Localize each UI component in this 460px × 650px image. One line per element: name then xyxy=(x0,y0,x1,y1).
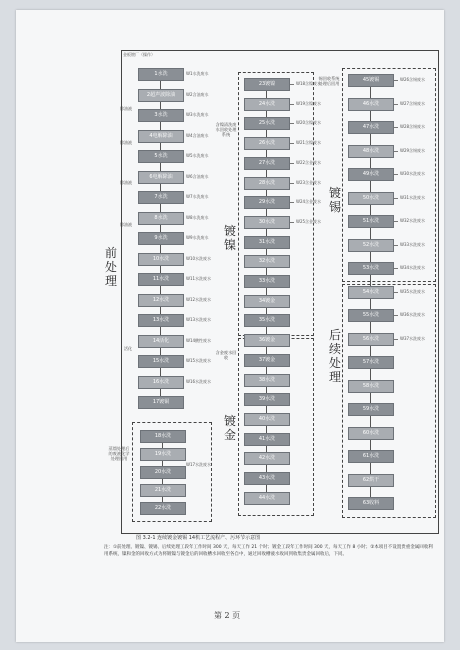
wastewater-arrow xyxy=(394,268,398,269)
wastewater-arrow xyxy=(290,84,294,85)
wastewater-arrow xyxy=(290,143,294,144)
stage-tin: 镀锡 xyxy=(328,186,341,214)
process-step-box: 41水洗 xyxy=(244,433,290,446)
process-step-box: 12水洗 xyxy=(138,294,184,307)
stage-post: 后续处理 xyxy=(328,328,341,384)
wastewater-arrow xyxy=(290,163,294,164)
process-step-box: 46水洗 xyxy=(348,98,394,111)
wastewater-label: W32水洗废水 xyxy=(400,218,426,223)
wastewater-arrow xyxy=(394,198,398,199)
wastewater-arrow xyxy=(394,80,398,81)
col1-lower-side: 蒸馏处理后的废液化学处理回用 xyxy=(108,446,130,462)
process-step-box: 39水洗 xyxy=(244,393,290,406)
process-step-box: 52水洗 xyxy=(348,239,394,252)
process-step-box: 47水洗 xyxy=(348,121,394,134)
wastewater-arrow xyxy=(394,245,398,246)
process-step-box: 34镀金 xyxy=(244,295,290,308)
process-step-box: 51水洗 xyxy=(348,215,394,228)
process-step-box: 38水洗 xyxy=(244,374,290,387)
wastewater-arrow xyxy=(290,183,294,184)
process-step-box: 53水洗 xyxy=(348,262,394,275)
process-step-box: 5水洗 xyxy=(138,150,184,163)
process-step-box: 13水洗 xyxy=(138,314,184,327)
process-step-box: 18水洗 xyxy=(140,430,186,443)
process-step-box: 58水洗 xyxy=(348,380,394,393)
col2-side-top: 含镍清洗废水回收处理系统 xyxy=(215,122,237,138)
process-step-box: 22水洗 xyxy=(140,502,186,515)
wastewater-label: W4含油废水 xyxy=(186,132,209,138)
process-step-box: 7水洗 xyxy=(138,191,184,204)
process-step-box: 43水洗 xyxy=(244,472,290,485)
wastewater-label: W8水洗废水 xyxy=(186,214,209,220)
process-step-box: 15水洗 xyxy=(138,355,184,368)
process-step-box: 6电解除油 xyxy=(138,171,184,184)
process-step-box: 42水洗 xyxy=(244,452,290,465)
process-step-box: 2超声波除油 xyxy=(138,89,184,102)
process-step-box: 11水洗 xyxy=(138,273,184,286)
wastewater-label: W20含镍废水 xyxy=(296,120,322,126)
process-step-box: 21水洗 xyxy=(140,484,186,497)
wastewater-arrow xyxy=(290,123,294,124)
wastewater-label: W11水洗废水 xyxy=(186,276,212,281)
wastewater-label: W28含锡废水 xyxy=(400,124,426,129)
wastewater-label: W37水洗废水 xyxy=(400,335,426,341)
stage-nickel: 镀镍 xyxy=(223,224,236,252)
document-page xyxy=(16,10,444,642)
process-step-box: 23镀镍 xyxy=(244,78,290,91)
wastewater-label: W3水洗废水 xyxy=(186,112,209,117)
process-step-box: 49水洗 xyxy=(348,168,394,181)
wastewater-label: W22含金废水 xyxy=(296,159,322,165)
page-number: 第 2 页 xyxy=(214,611,241,620)
wastewater-arrow xyxy=(290,222,294,223)
side-input-label: 除油液 xyxy=(120,180,132,185)
wastewater-label: W36水洗废水 xyxy=(400,312,426,317)
wastewater-arrow xyxy=(394,339,398,340)
process-step-box: 30水洗 xyxy=(244,216,290,229)
wastewater-label: W17水洗废水 xyxy=(186,462,212,467)
side-input-label: 除油液 xyxy=(120,222,132,227)
wastewater-label: W30水洗废水 xyxy=(400,171,426,176)
process-step-box: 10水洗 xyxy=(138,253,184,266)
wastewater-label: W13水洗废水 xyxy=(186,317,212,322)
wastewater-label: W31水洗废水 xyxy=(400,194,426,200)
wastewater-label: W35水洗废水 xyxy=(400,288,426,294)
wastewater-label: W6含油废水 xyxy=(186,173,209,179)
process-step-box: 40水洗 xyxy=(244,413,290,426)
wastewater-label: W24含金废水 xyxy=(296,199,322,205)
process-step-box: 31水洗 xyxy=(244,236,290,249)
wastewater-label: W29含锡废水 xyxy=(400,147,426,153)
process-step-box: 45镀锡 xyxy=(348,74,394,87)
wastewater-label: W21含镍废水 xyxy=(296,140,322,146)
wastewater-arrow xyxy=(394,221,398,222)
wastewater-arrow xyxy=(394,315,398,316)
wastewater-arrow xyxy=(290,202,294,203)
process-step-box: 8水洗 xyxy=(138,212,184,225)
wastewater-label: W5水洗废水 xyxy=(186,153,209,158)
process-step-box: 1水洗 xyxy=(138,68,184,81)
wastewater-label: W23含金废水 xyxy=(296,179,322,185)
process-step-box: 55水洗 xyxy=(348,309,394,322)
figure-notes: 注：①前处理、镀镍、镀锡、后续处理工段年工作时间 300 天，每天工作 21 个时；镀金工段年工作时间 300 天，每天工作 8 小时；②本项目不设置贵重金属回收利用系统，镍和金的回收方式为将镀镍与镀金后的回收槽水回收至各自中，通过回收槽液水收回到收集贵金属回收后，下同。 xyxy=(104,545,433,557)
wastewater-label: W26含锡废水 xyxy=(400,77,426,82)
figure-caption: 图 3.2-1 连续镀金镀锡 14机工艺流程产、污环节示意图 xyxy=(136,535,261,541)
process-step-box: 28水洗 xyxy=(244,177,290,190)
process-step-box: 27水洗 xyxy=(244,157,290,170)
process-step-box: 25水洗 xyxy=(244,117,290,130)
process-step-box: 48水洗 xyxy=(348,145,394,158)
process-step-box: 56水洗 xyxy=(348,333,394,346)
wastewater-arrow xyxy=(394,292,398,293)
wastewater-label: W15水洗废水 xyxy=(186,358,212,363)
process-step-box: 50水洗 xyxy=(348,192,394,205)
process-step-box: 14活化 xyxy=(138,335,184,348)
process-step-box: 63收料 xyxy=(348,497,394,510)
process-step-box: 20水洗 xyxy=(140,466,186,479)
wastewater-label: W19含镍废水 xyxy=(296,100,322,106)
col1-header: 金板镀厂（操作） xyxy=(123,52,155,57)
wastewater-label: W18含镍废水 xyxy=(296,81,322,86)
wastewater-label: W7水洗废水 xyxy=(186,194,209,199)
wastewater-arrow xyxy=(394,174,398,175)
wastewater-arrow xyxy=(394,151,398,152)
stage-pretreatment: 前处理 xyxy=(104,246,117,288)
process-step-box: 3水洗 xyxy=(138,109,184,122)
wastewater-label: W9水洗废水 xyxy=(186,235,209,240)
wastewater-label: W12水洗废水 xyxy=(186,296,212,302)
col2-side-mid: 含金废水回收 xyxy=(215,350,237,361)
process-step-box: 4电解除油 xyxy=(138,130,184,143)
wastewater-label: W34水洗废水 xyxy=(400,265,426,270)
process-step-box: 17镀铜 xyxy=(138,396,184,409)
process-step-box: 35水洗 xyxy=(244,314,290,327)
wastewater-label: W2含油废水 xyxy=(186,91,209,97)
side-input-label: 除油液 xyxy=(120,106,132,111)
wastewater-label: W16水洗废水 xyxy=(186,378,212,384)
wastewater-label: W10水洗废水 xyxy=(186,255,212,261)
process-step-box: 36镀金 xyxy=(244,334,290,347)
process-step-box: 33水洗 xyxy=(244,275,290,288)
wastewater-label: W25含金废水 xyxy=(296,218,322,224)
process-step-box: 29水洗 xyxy=(244,196,290,209)
process-step-box: 61水洗 xyxy=(348,450,394,463)
process-step-box: 26水洗 xyxy=(244,137,290,150)
wastewater-label: W1水洗废水 xyxy=(186,71,209,76)
wastewater-arrow xyxy=(394,104,398,105)
process-step-box: 54水洗 xyxy=(348,286,394,299)
process-step-box: 37镀金 xyxy=(244,354,290,367)
process-step-box: 16水洗 xyxy=(138,376,184,389)
process-step-box: 9水洗 xyxy=(138,232,184,245)
col3-side-top: 锡回收系统处理后回用 xyxy=(318,76,340,87)
side-input-label: 除油液 xyxy=(120,140,132,145)
side-input-label: 活化 xyxy=(124,346,132,351)
process-step-box: 57水洗 xyxy=(348,356,394,369)
wastewater-label: W33水洗废水 xyxy=(400,241,426,247)
wastewater-label: W27含锡废水 xyxy=(400,100,426,106)
process-step-box: 32水洗 xyxy=(244,255,290,268)
process-step-box: 19水洗 xyxy=(140,448,186,461)
wastewater-arrow xyxy=(290,104,294,105)
process-step-box: 62烘干 xyxy=(348,474,394,487)
process-step-box: 59水洗 xyxy=(348,403,394,416)
wastewater-label: W14酸性废水 xyxy=(186,337,212,343)
wastewater-arrow xyxy=(394,127,398,128)
process-step-box: 60水洗 xyxy=(348,427,394,440)
process-step-box: 44水洗 xyxy=(244,492,290,505)
process-step-box: 24水洗 xyxy=(244,98,290,111)
stage-gold: 镀金 xyxy=(223,414,236,442)
